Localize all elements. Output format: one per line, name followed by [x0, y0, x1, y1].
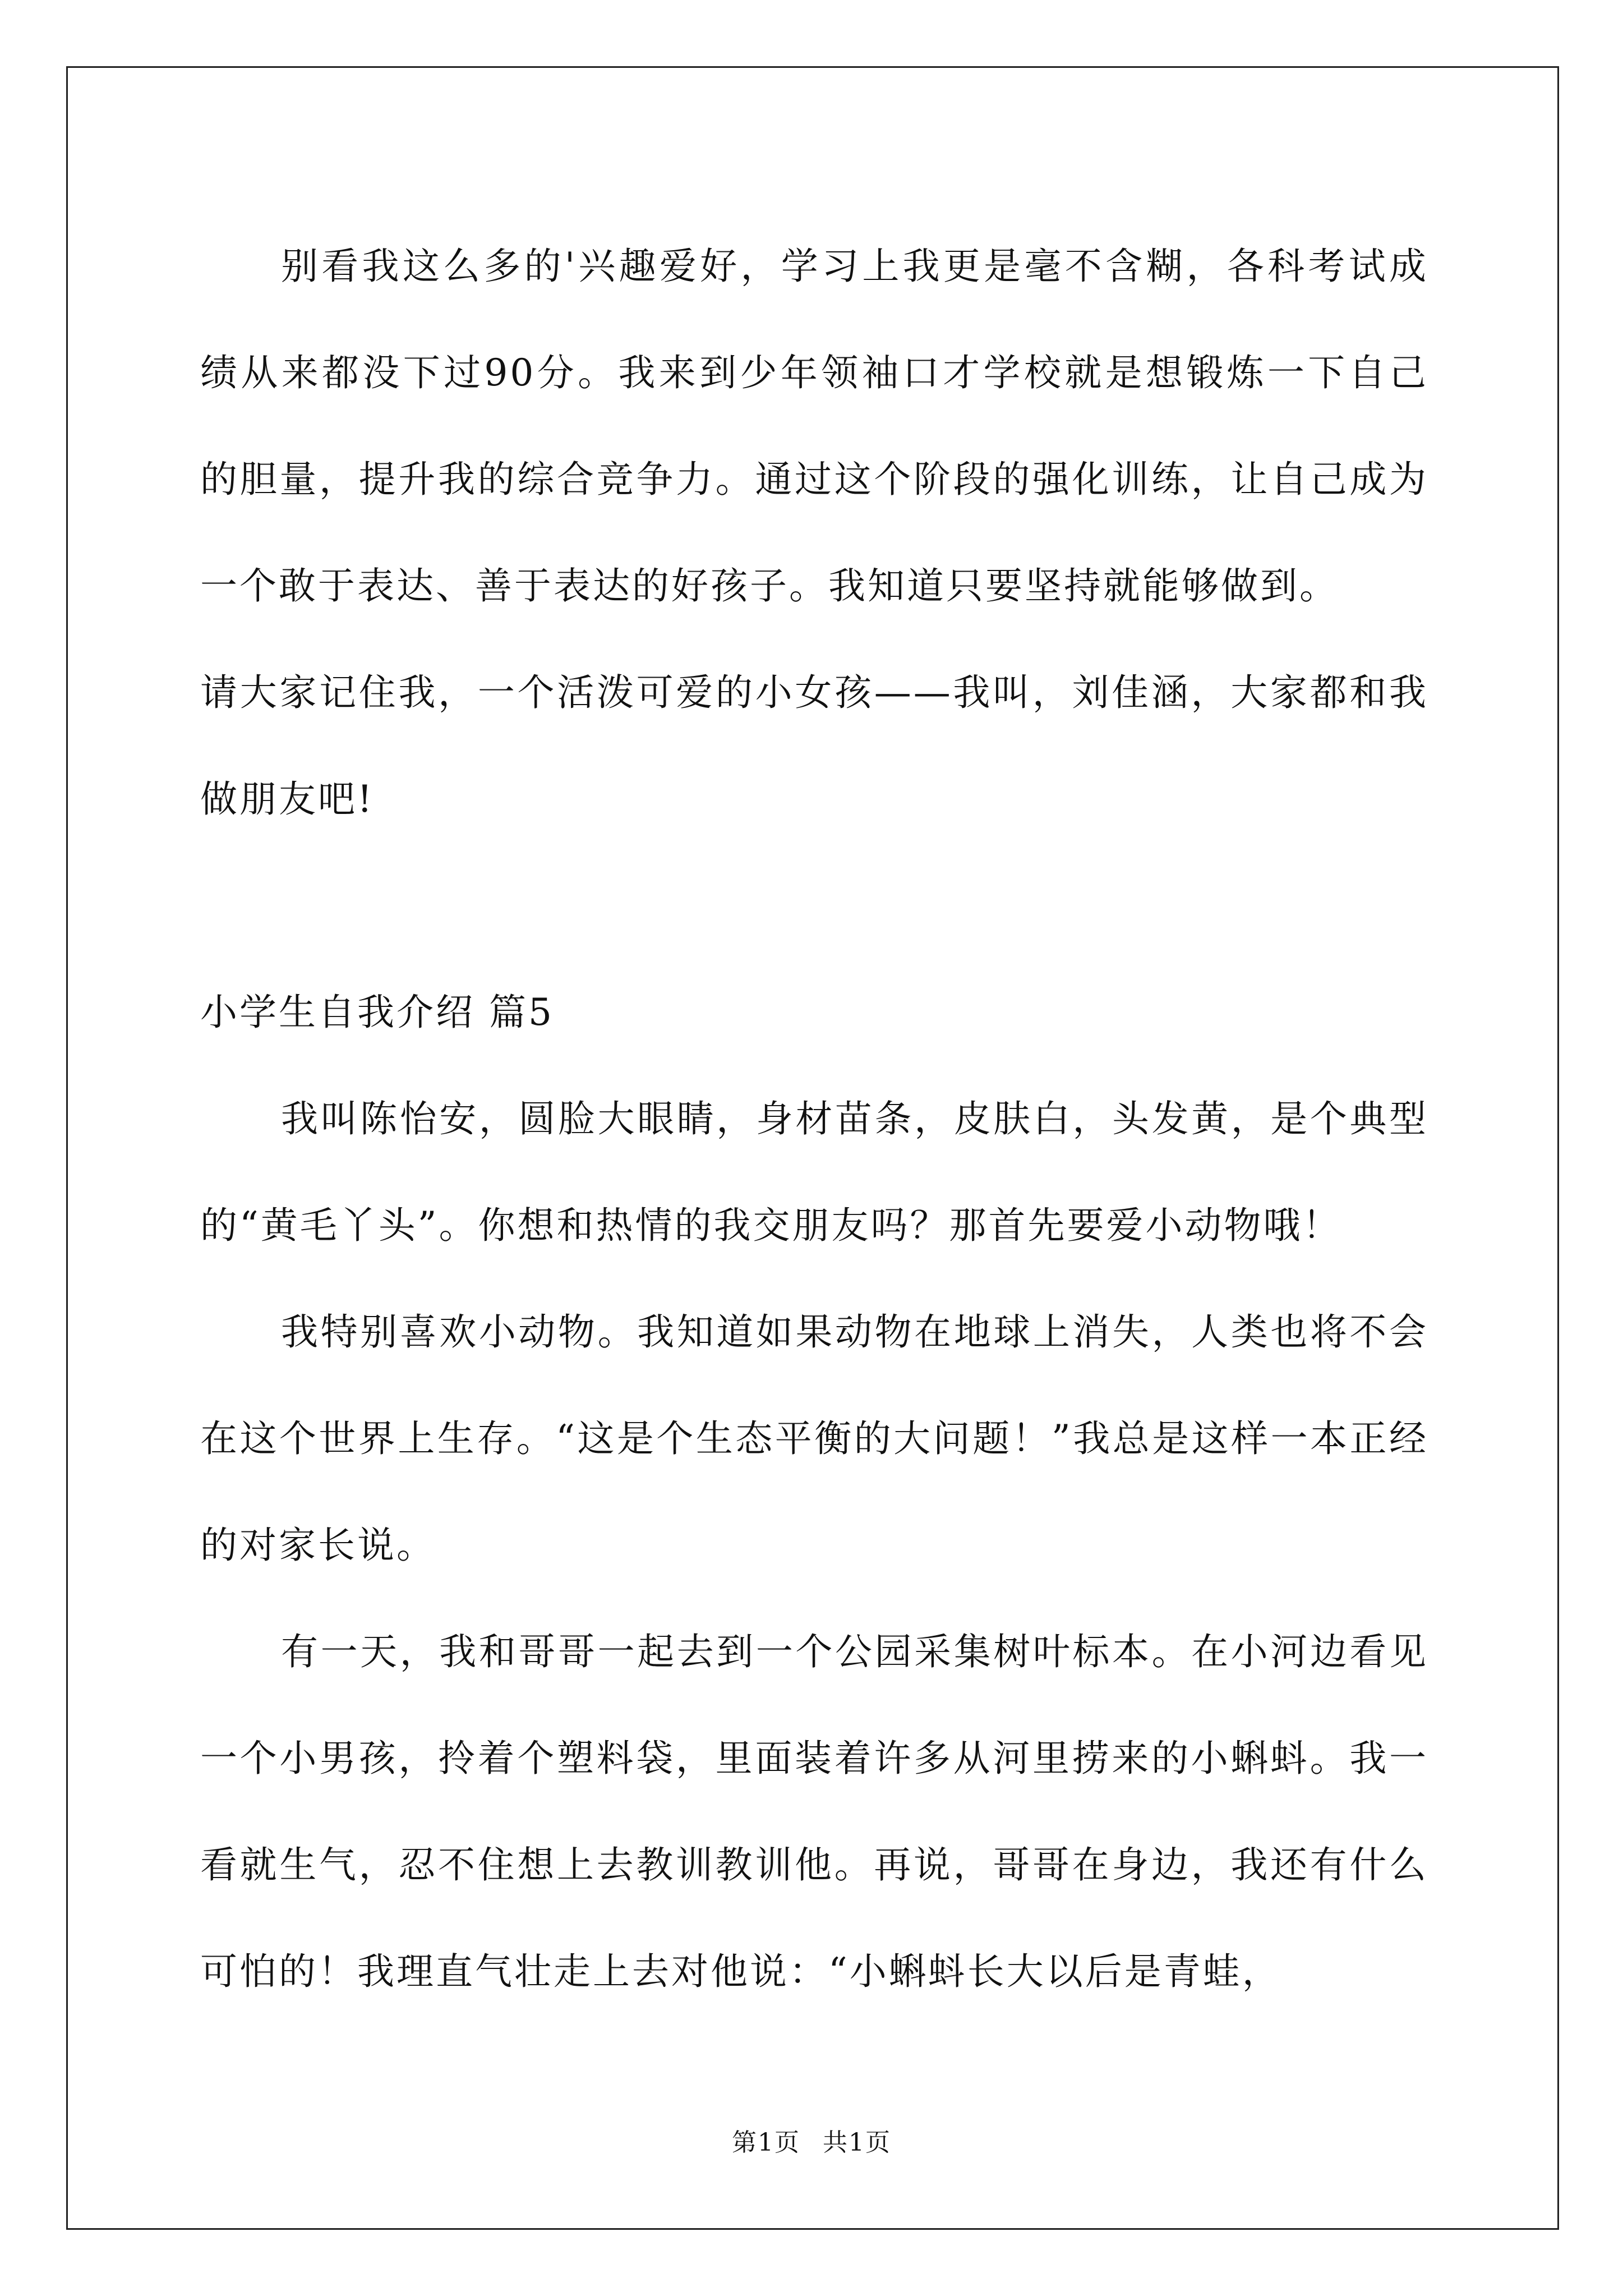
paragraph-talents: 别看我这么多的'兴趣爱好，学习上我更是毫不含糊，各科考试成绩从来都没下过90分。我来到少年领袖口才学校就是想锻炼一下自己的胆量，提升我的综合竞争力。通过这个阶段的强化训练，让自己成为一个敢于表达、善于表达的好孩子。我知道只要坚持就能够做到。 — [200, 245, 1428, 608]
page-number-total: 共1页 — [823, 2128, 891, 2157]
paragraph-intro: 我叫陈怡安，圆脸大眼睛，身材苗条，皮肤白，头发黄，是个典型的“黄毛丫头”。你想和热情的我交朋友吗？那首先要爱小动物哦！ — [200, 1097, 1428, 1247]
page-number-current: 第1页 — [732, 2128, 800, 2157]
section-heading: 小学生自我介绍 篇5 — [200, 991, 554, 1034]
paragraph-story: 有一天，我和哥哥一起去到一个公园采集树叶标本。在小河边看见一个小男孩，拎着个塑料袋，里面装着许多从河里捞来的小蝌蚪。我一看就生气，忍不住想上去教训教训他。再说，哥哥在身边，我还有什么可怕的！我理直气壮走上去对他说：“小蝌蚪长大以后是青蛙， — [200, 1630, 1428, 1993]
document-body — [200, 213, 1428, 2025]
page-footer — [0, 2126, 1623, 2160]
paragraph-animals: 我特别喜欢小动物。我知道如果动物在地球上消失，人类也将不会在这个世界上生存。“这是个生态平衡的大问题！”我总是这样一本正经的对家长说。 — [200, 1310, 1428, 1567]
section-gap — [200, 853, 1428, 959]
paragraph-closing: 请大家记住我，一个活泼可爱的小女孩——我叫，刘佳涵，大家都和我做朋友吧! — [200, 671, 1428, 821]
